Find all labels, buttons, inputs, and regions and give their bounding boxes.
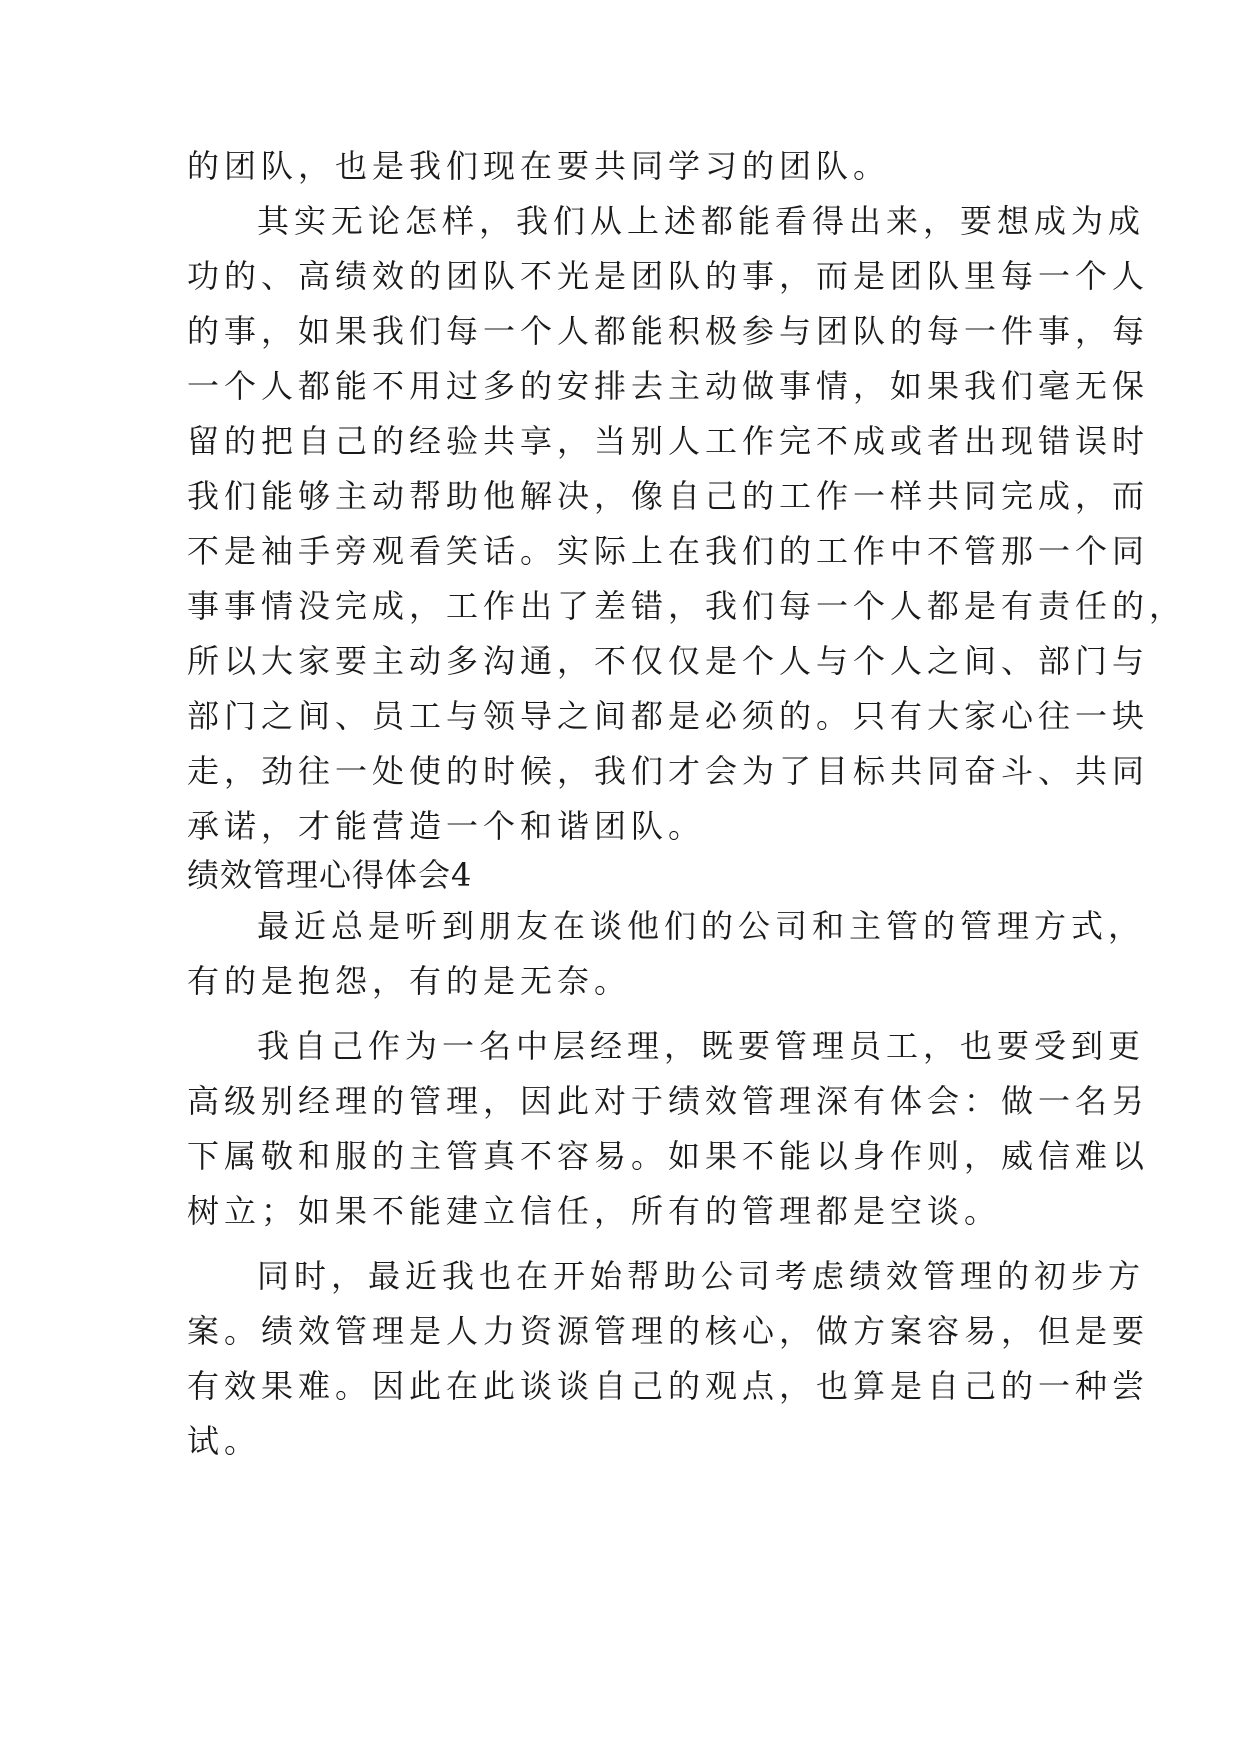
paragraph-line: 其实无论怎样，我们从上述都能看得出来，要想成为成 — [257, 202, 1146, 240]
paragraph-line: 一个人都能不用过多的安排去主动做事情，如果我们毫无保 — [187, 367, 1150, 405]
section-heading: 绩效管理心得体会4 — [187, 856, 473, 894]
paragraph-line: 功的、高绩效的团队不光是团队的事，而是团队里每一个人 — [187, 257, 1150, 295]
paragraph-line: 最近总是听到朋友在谈他们的公司和主管的管理方式， — [257, 907, 1146, 945]
paragraph-line: 的事，如果我们每一个人都能积极参与团队的每一件事，每 — [187, 312, 1150, 350]
paragraph-line: 同时，最近我也在开始帮助公司考虑绩效管理的初步方 — [257, 1257, 1146, 1295]
paragraph-line: 试。 — [187, 1422, 262, 1460]
paragraph-line: 高级别经理的管理，因此对于绩效管理深有体会：做一名另 — [187, 1082, 1150, 1120]
paragraph-line: 树立；如果不能建立信任，所有的管理都是空谈。 — [187, 1192, 1002, 1230]
paragraph-line: 案。绩效管理是人力资源管理的核心，做方案容易，但是要 — [187, 1312, 1150, 1350]
paragraph-line: 事事情没完成，工作出了差错，我们每一个人都是有责任的， — [187, 587, 1187, 625]
paragraph-line: 有的是抱怨，有的是无奈。 — [187, 962, 632, 1000]
paragraph-line: 所以大家要主动多沟通，不仅仅是个人与个人之间、部门与 — [187, 642, 1150, 680]
paragraph-line: 承诺，才能营造一个和谐团队。 — [187, 807, 706, 845]
paragraph-line: 下属敬和服的主管真不容易。如果不能以身作则，威信难以 — [187, 1137, 1150, 1175]
paragraph-line: 的团队，也是我们现在要共同学习的团队。 — [187, 147, 891, 185]
paragraph-line: 留的把自己的经验共享，当别人工作完不成或者出现错误时 — [187, 422, 1150, 460]
paragraph-line: 部门之间、员工与领导之间都是必须的。只有大家心往一块 — [187, 697, 1150, 735]
paragraph-line: 我们能够主动帮助他解决，像自己的工作一样共同完成，而 — [187, 477, 1150, 515]
paragraph-line: 有效果难。因此在此谈谈自己的观点，也算是自己的一种尝 — [187, 1367, 1150, 1405]
paragraph-line: 走，劲往一处使的时候，我们才会为了目标共同奋斗、共同 — [187, 752, 1150, 790]
paragraph-line: 不是袖手旁观看笑话。实际上在我们的工作中不管那一个同 — [187, 532, 1150, 570]
paragraph-line: 我自己作为一名中层经理，既要管理员工，也要受到更 — [257, 1027, 1146, 1065]
